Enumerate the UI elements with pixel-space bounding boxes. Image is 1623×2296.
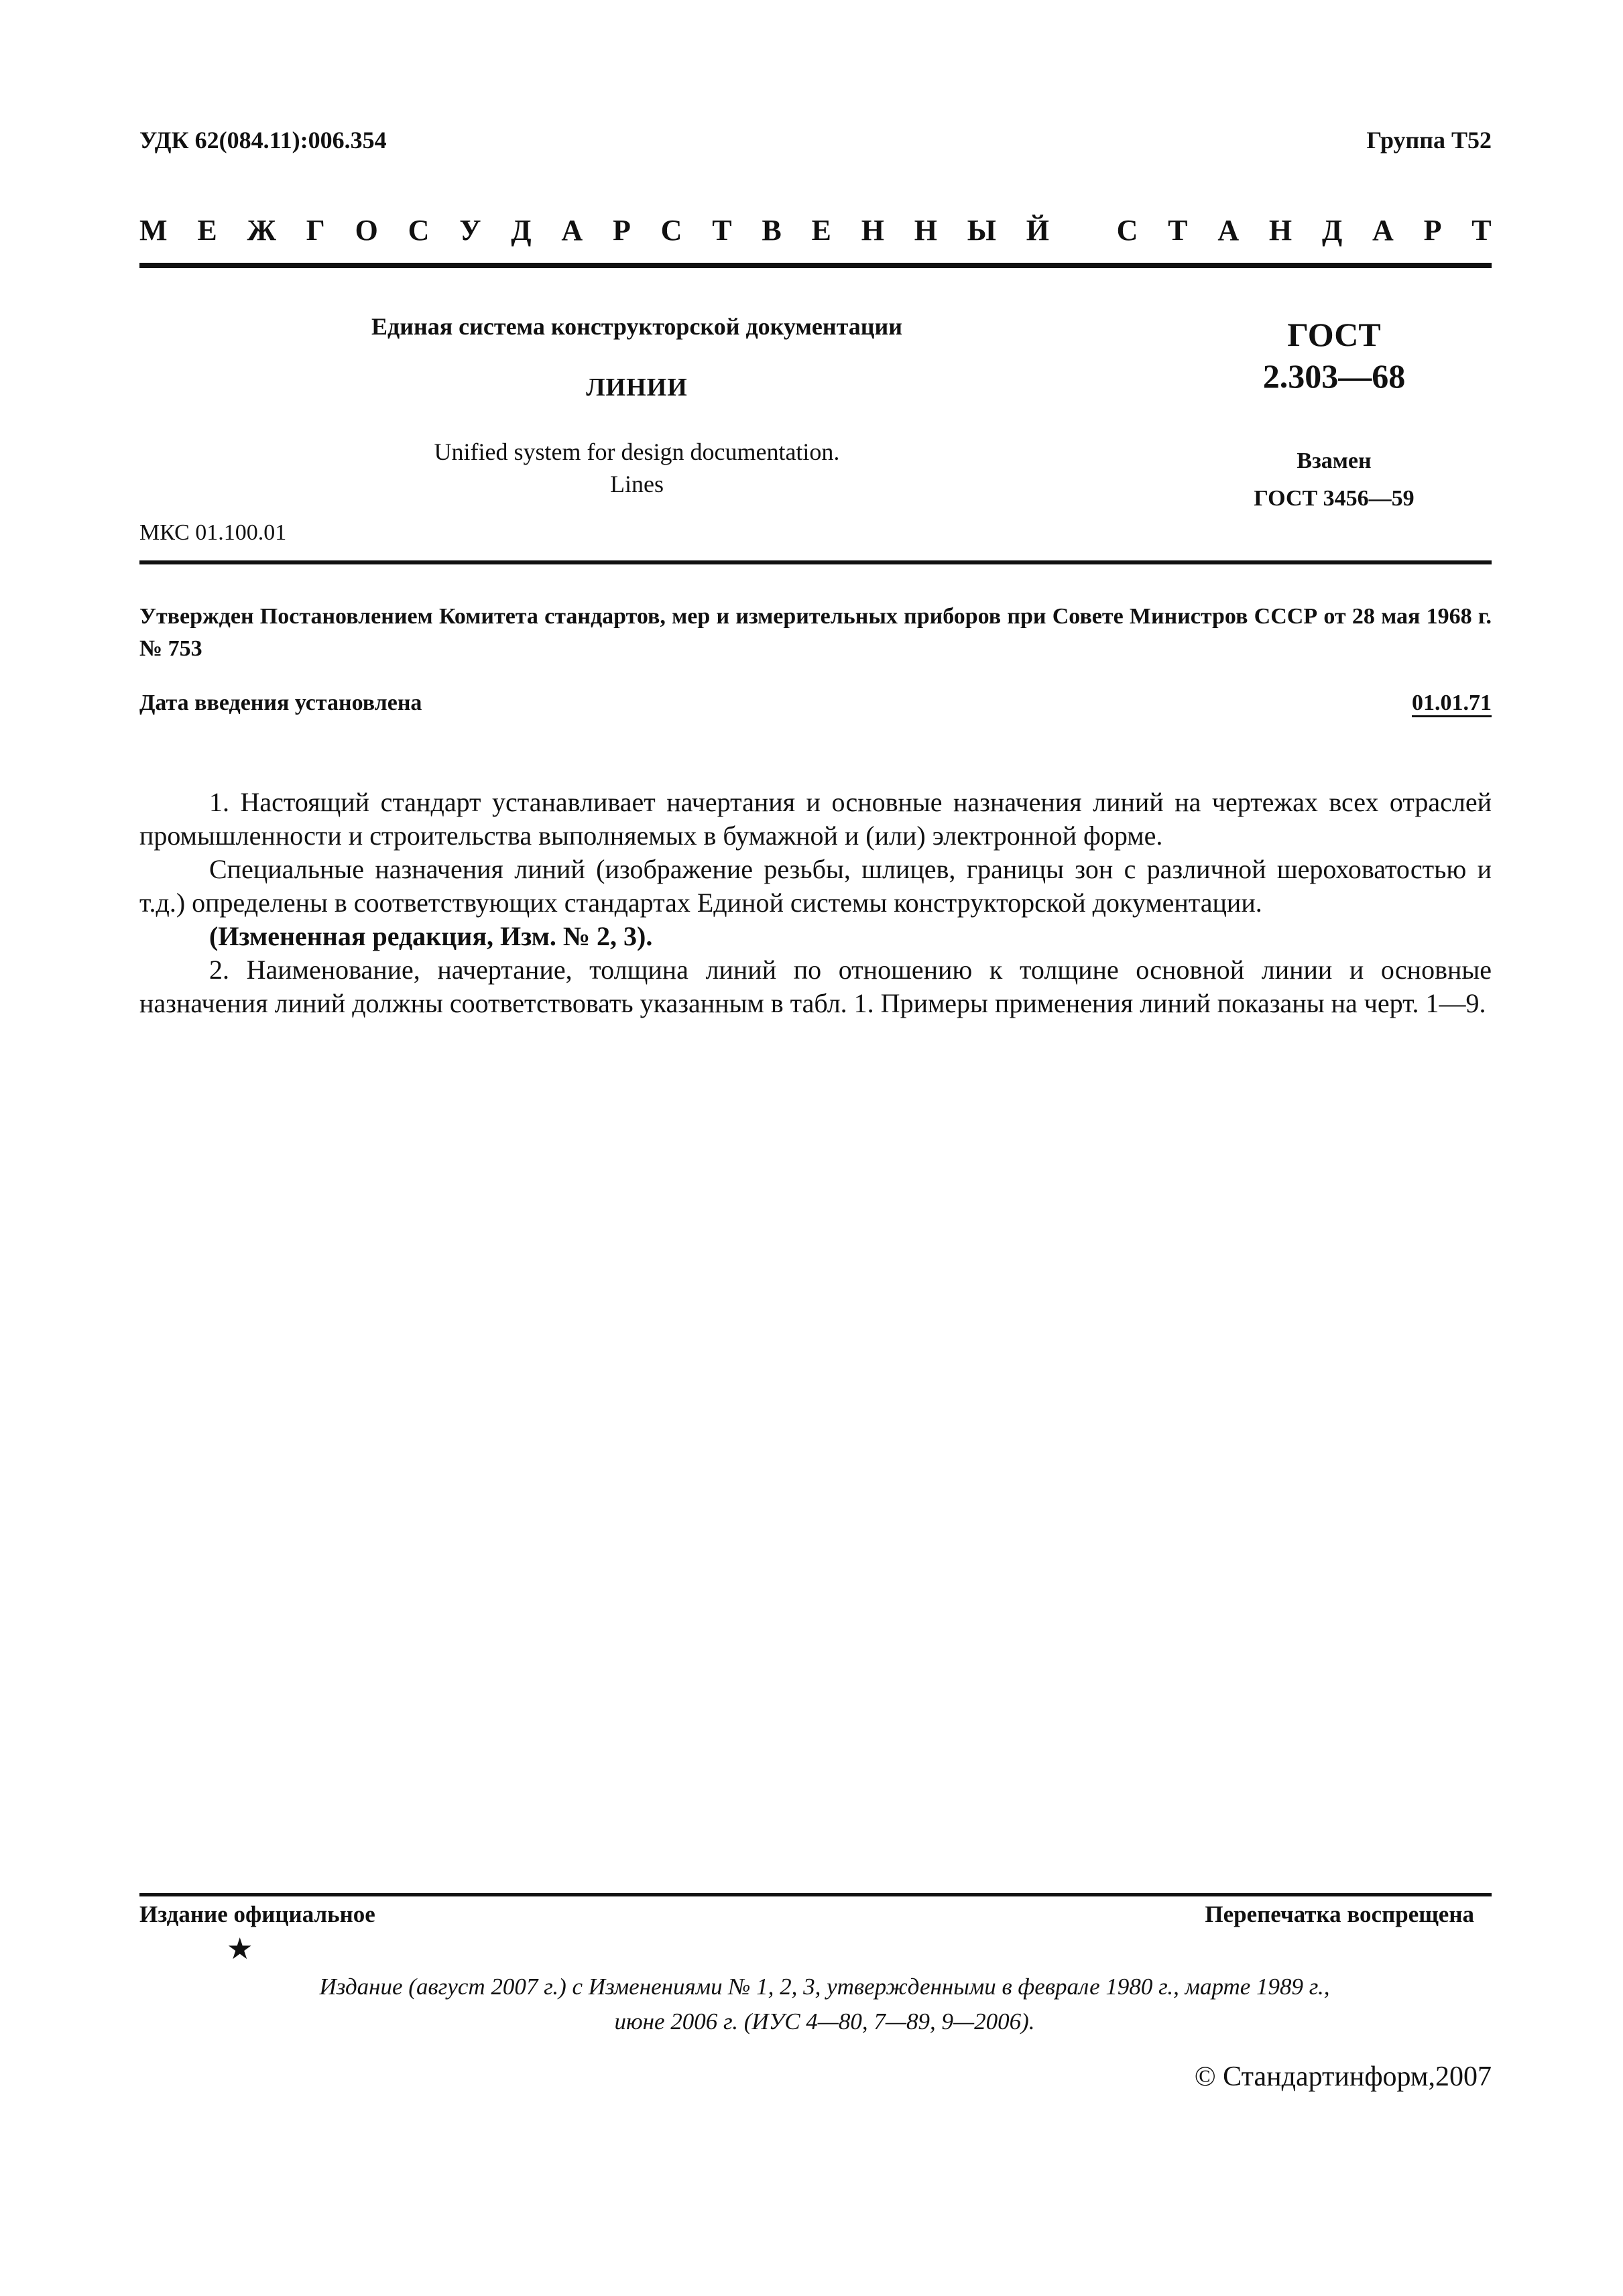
heading-letter: Д: [1321, 214, 1343, 247]
heading-word-gap: [1079, 213, 1087, 247]
heading-letter: Г: [306, 214, 325, 247]
top-rule: [139, 263, 1492, 268]
heading-letter: Р: [612, 214, 631, 247]
heading-letter: Н: [914, 214, 937, 247]
heading-letter: Н: [861, 214, 884, 247]
replaces-block: [1193, 442, 1475, 518]
heading-letter: С: [1116, 214, 1138, 247]
heading-letter: Н: [1268, 214, 1293, 247]
heading-letter: Т: [1471, 214, 1492, 247]
paragraph-3: 2. Наименование, начертание, толщина линий по отношению к толщине основной линии и основные назначения линий должны соответствовать указанным в табл. 1. Примеры применения линий показаны на черт. 1—9.: [139, 955, 1492, 1018]
heading-letter: У: [459, 214, 481, 247]
heading-letter: Ж: [247, 214, 276, 247]
star-icon: ★: [227, 1933, 253, 1966]
paragraph-2: Специальные назначения линий (изображение резьбы, шлицев, границы зон с различной шероховатостью и т.д.) определены в соответствующих стандартах Единой системы конструкторской документации.: [139, 854, 1492, 918]
interstate-standard-heading: [139, 213, 1492, 247]
copyright: © Стандартинформ,2007: [1194, 2061, 1492, 2092]
system-title: Единая система конструкторской документации: [371, 313, 902, 340]
heading-letter: В: [762, 214, 782, 247]
amendment-note: (Измененная редакция, Изм. № 2, 3).: [209, 921, 653, 951]
english-title-line2: Lines: [610, 471, 664, 497]
gost-designation: [1193, 314, 1475, 397]
heading-letter: Е: [197, 214, 217, 247]
effective-date-label: Дата введения установлена: [139, 690, 422, 715]
replaces-value: ГОСТ 3456—59: [1254, 486, 1415, 511]
replaces-label: Взамен: [1297, 448, 1372, 473]
udk-code: УДК 62(084.11):006.354: [139, 127, 387, 154]
heading-letter: Д: [511, 214, 532, 247]
heading-letter: А: [561, 214, 583, 247]
mks-code: МКС 01.100.01: [139, 520, 287, 545]
official-edition-label: Издание официальное: [139, 1901, 375, 1927]
heading-letter: М: [139, 214, 168, 247]
heading-letter: Е: [811, 214, 831, 247]
english-title: [295, 436, 979, 500]
reprint-prohibited-label: Перепечатка воспрещена: [1205, 1901, 1474, 1927]
gost-number: 2.303—68: [1262, 357, 1406, 395]
paragraph-1: 1. Настоящий стандарт устанавливает начертания и основные назначения линий на чертежах всех отраслей промышленности и строительства выполняемых в бумажной и (или) электронной форме.: [139, 787, 1492, 851]
edition-note-line1: Издание (август 2007 г.) с Изменениями № 1, 2, 3, утвержденными в феврале 1980 г., марте 1989 г.,: [319, 1974, 1330, 2000]
group-code: Группа Т52: [1366, 127, 1492, 154]
title-block-rule: [139, 560, 1492, 564]
approval-statement: Утвержден Постановлением Комитета стандартов, мер и измерительных приборов при Совете Министров СССР от 28 мая 1968 г. № 753: [139, 604, 1492, 661]
heading-letter: С: [660, 214, 682, 247]
edition-note: [201, 1970, 1448, 2039]
heading-letter: Т: [1168, 214, 1188, 247]
heading-letter: Т: [712, 214, 732, 247]
heading-letter: А: [1217, 214, 1240, 247]
english-title-line1: Unified system for design documentation.: [434, 438, 840, 465]
effective-date-value: 01.01.71: [1412, 690, 1492, 715]
heading-letter: С: [408, 214, 430, 247]
document-title: ЛИНИИ: [586, 373, 688, 402]
footer-rule: [139, 1893, 1492, 1896]
edition-note-line2: июне 2006 г. (ИУС 4—80, 7—89, 9—2006).: [614, 2008, 1035, 2035]
heading-letter: Р: [1423, 214, 1442, 247]
heading-letter: Ы: [967, 214, 996, 247]
gost-label: ГОСТ: [1287, 316, 1381, 353]
heading-letter: А: [1372, 214, 1394, 247]
body-text: [139, 786, 1492, 1020]
heading-letter: О: [355, 214, 378, 247]
heading-letter: Й: [1026, 214, 1049, 247]
